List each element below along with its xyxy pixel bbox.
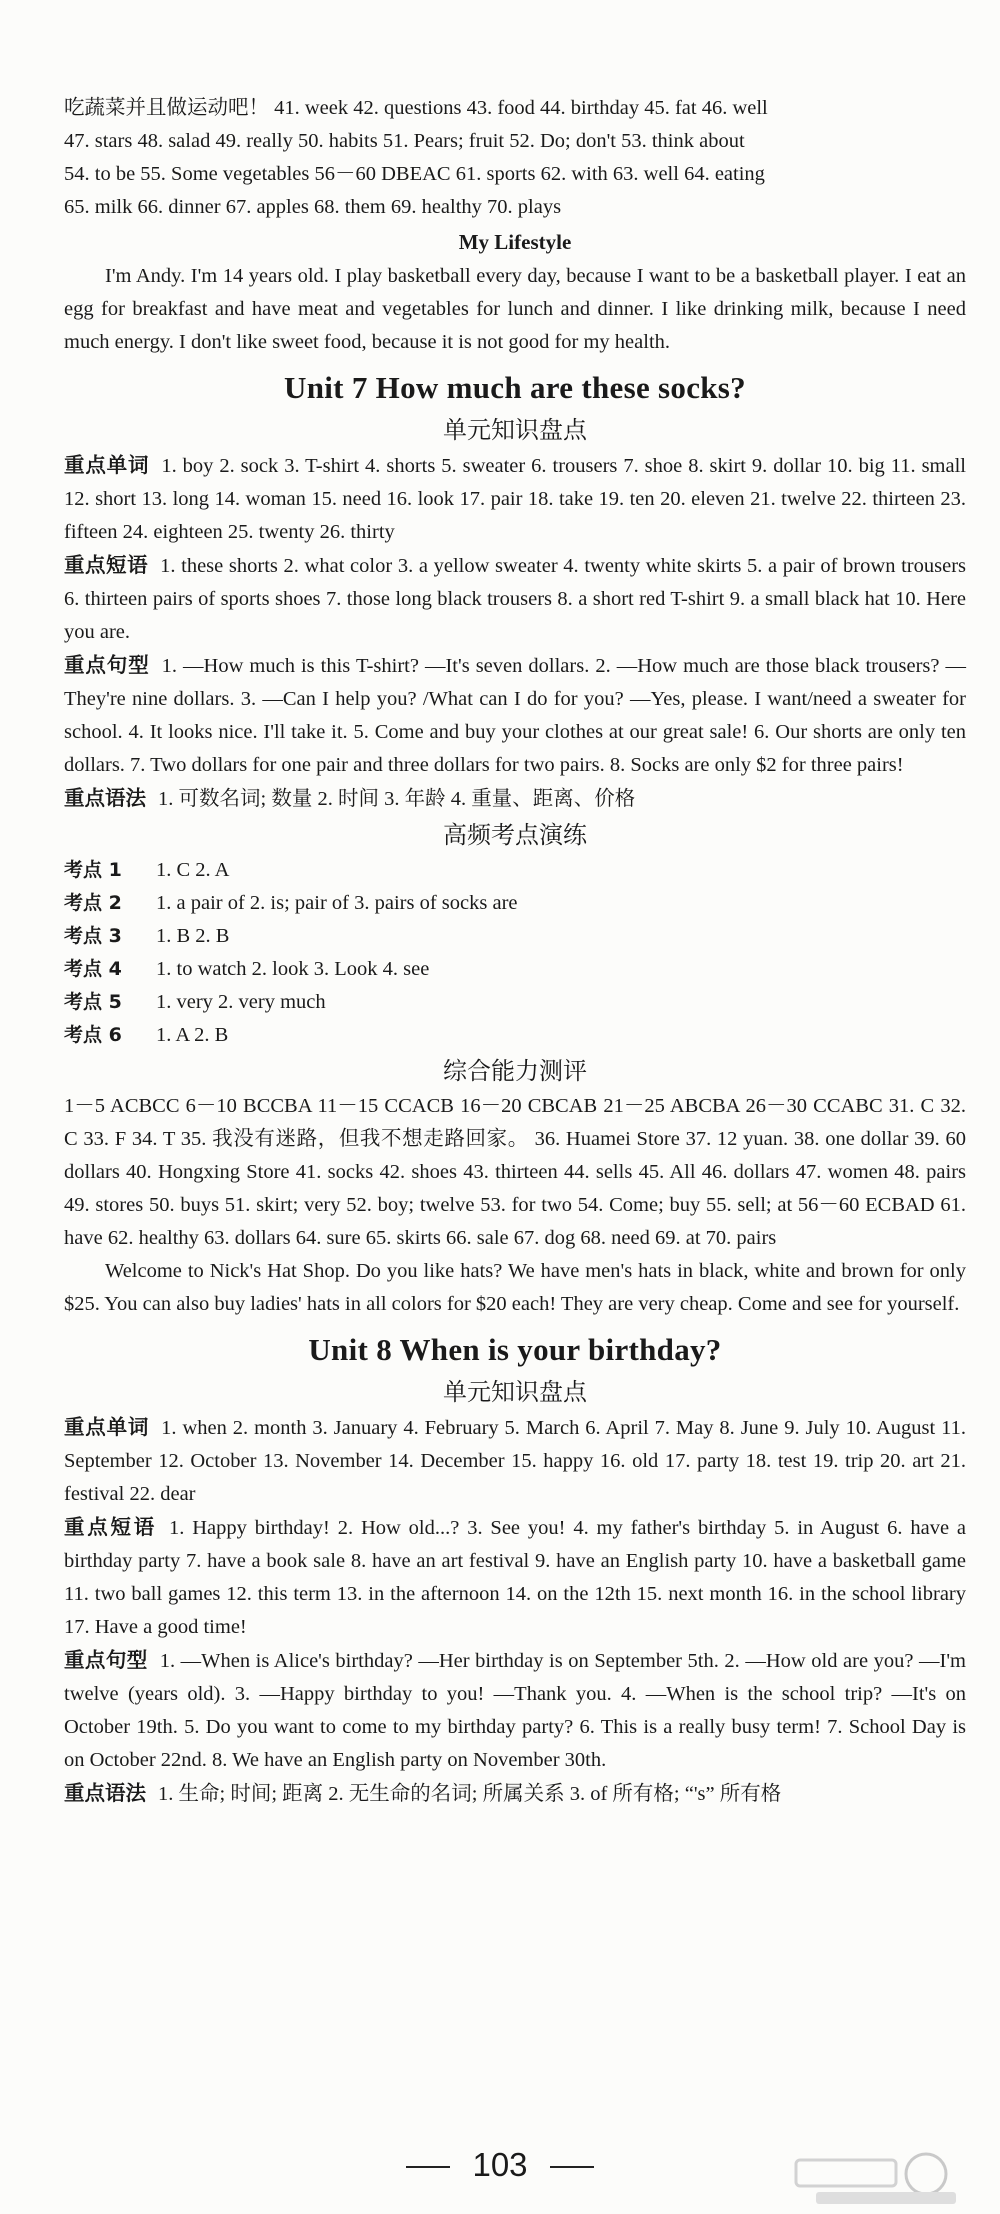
key-sentences-text: 1. —When is Alice's birthday? —Her birthday is on September 5th. 2. —How old are you? —I'm twelve (years old). 3. —Happy birthday to you! —Thank you. 4. —When is the school trip? —It's on October 19th. 5. Do you want to come to my birthday party? 6. This is a really busy term! 7. School Day is on October 22nd. 8. We have an English party on November 30th. [64,1650,966,1771]
exam-point [64,1019,966,1052]
key-grammar-text: 1. 生命; 时间; 距离 2. 无生命的名词; 所属关系 3. of 所有格; “'s” 所有格 [158,1783,782,1805]
exam-point-label: 考点 4 [64,958,122,980]
answer-line: 65. milk 66. dinner 67. apples 68. them 69. healthy 70. plays [64,196,562,218]
exam-point-label: 考点 6 [64,1024,122,1046]
key-phrases-text: 1. Happy birthday! 2. How old...? 3. See you! 4. my father's birthday 5. in August 6. have a birthday party 7. have a book sale 8. have an art festival 9. have an English party 10. have a basketball game 11. two ball games 12. this term 13. in the afternoon 14. on the 12th 15. next month 16. in the school library 17. Have a good time! [64,1517,967,1638]
exam-point-label: 考点 1 [64,859,122,881]
unit-7-key-phrases [64,549,966,649]
key-grammar-label: 重点语法 [64,1781,146,1805]
exam-point [64,887,966,920]
exam-point-text: 1. very 2. very much [156,991,326,1013]
unit-8-key-sentences [64,1644,966,1777]
exam-point-text: 1. to watch 2. look 3. Look 4. see [156,958,430,980]
key-words-text: 1. when 2. month 3. January 4. February 5. March 6. April 7. May 8. June 9. July 10. August 11. September 12. October 13. November 14. December 15. happy 16. old 17. party 18. test 19. trip 20. art 21. festival 22. dear [64,1417,966,1505]
unit-8-knowledge-heading: 单元知识盘点 [443,1378,587,1406]
page-number: 103 [472,2146,528,2183]
unit-7-test-heading: 综合能力测评 [443,1057,587,1085]
key-words-text: 1. boy 2. sock 3. T-shirt 4. shorts 5. sweater 6. trousers 7. shoe 8. skirt 9. dollar 10. big 11. small 12. short 13. long 14. woman 15. need 16. look 17. pair 18. take 19. ten 20. eleven 21. twelve 22. thirteen 23. fifteen 24. eighteen 25. twenty 26. thirty [64,455,966,543]
exam-point-text: 1. a pair of 2. is; pair of 3. pairs of socks are [156,892,518,914]
key-words-label: 重点单词 [64,453,150,477]
exam-point [64,854,966,887]
exam-point-label: 考点 2 [64,892,122,914]
unit-8-key-phrases [64,1511,966,1644]
unit-7-key-words [64,449,966,549]
key-grammar-text: 1. 可数名词; 数量 2. 时间 3. 年龄 4. 重量、距离、价格 [158,788,636,810]
exam-point [64,920,966,953]
exam-point-label: 考点 5 [64,991,122,1013]
key-phrases-label: 重点短语 [64,1515,157,1539]
essay-title: My Lifestyle [458,230,572,254]
key-sentences-label: 重点句型 [64,653,150,677]
exam-point-label: 考点 3 [64,925,122,947]
key-sentences-text: 1. —How much is this T-shirt? —It's seven dollars. 2. —How much are those black trousers? —They're nine dollars. 3. —Can I help you? /What can I do for you? —Yes, please. I want/need a sweater for school. 4. It looks nice. I'll take it. 5. Come and buy your clothes at our great sale! 6. Our shorts are only ten dollars. 7. Two dollars for one pair and three dollars for two pairs. 8. Socks are only $2 for three pairs! [64,655,966,776]
essay-body: I'm Andy. I'm 14 years old. I play basketball every day, because I want to be a basketball player. I eat an egg for breakfast and have meat and vegetables for lunch and dinner. I like drinking milk, because I need much energy. I don't like sweet food, because it is not good for my health. [64,265,966,353]
key-sentences-label: 重点句型 [64,1648,148,1672]
exam-point [64,953,966,986]
unit-7-essay: Welcome to Nick's Hat Shop. Do you like hats? We have men's hats in black, white and brown for only $25. You can also buy ladies' hats in all colors for $20 each! They are very cheap. Come and see for yourself. [64,1260,966,1315]
unit-7-test-answers: 1－5 ACBCC 6－10 BCCBA 11－15 CCACB 16－20 CBCAB 21－25 ABCBA 26－30 CCABC 31. C 32. C 33. F 34. T 35. 我没有迷路，但我不想走路回家。 36. Huamei Store 37. 12 yuan. 38. one dollar 39. 60 dollars 40. Hongxing Store 41. socks 42. shoes 43. thirteen 44. sells 45. All 46. dollars 47. women 48. pairs 49. stores 50. buys 51. skirt; very 52. boy; twelve 53. for two 54. Come; buy 55. sell; at 56－60 ECBAD 61. have 62. healthy 63. dollars 64. sure 65. skirts 66. sale 67. dog 68. need 69. at 70. pairs [64,1095,966,1249]
answer-line: 54. to be 55. Some vegetables 56－60 DBEAC 61. sports 62. with 63. well 64. eating [64,163,765,185]
exam-point-text: 1. B 2. B [156,925,230,947]
unit-7-key-grammar [64,782,966,816]
footer-dash [406,2166,450,2168]
unit-7-knowledge-heading: 单元知识盘点 [443,416,587,444]
unit-7-title: Unit 7 How much are these socks? [284,370,746,405]
unit-8-title: Unit 8 When is your birthday? [308,1332,722,1367]
key-phrases-label: 重点短语 [64,553,149,577]
exam-point-text: 1. A 2. B [156,1024,229,1046]
unit-7-key-sentences [64,649,966,782]
answer-line: 47. stars 48. salad 49. really 50. habits 51. Pears; fruit 52. Do; don't 53. think about [64,130,745,152]
unit-7-exam-heading: 高频考点演练 [443,821,587,849]
key-grammar-label: 重点语法 [64,786,146,810]
exam-point-text: 1. C 2. A [156,859,230,881]
key-phrases-text: 1. these shorts 2. what color 3. a yellow sweater 4. twenty white skirts 5. a pair of brown trousers 6. thirteen pairs of sports shoes 7. those long black trousers 8. a short red T-shirt 9. a small black hat 10. Here you are. [64,555,966,643]
unit-8-key-words [64,1411,966,1511]
unit-8-key-grammar [64,1777,966,1811]
footer-dash [550,2166,594,2168]
key-words-label: 重点单词 [64,1415,150,1439]
answer-line: 吃蔬菜并且做运动吧！ 41. week 42. questions 43. food 44. birthday 45. fat 46. well [64,97,768,119]
exam-point [64,986,966,1019]
watermark-logo-icon [776,2150,976,2210]
